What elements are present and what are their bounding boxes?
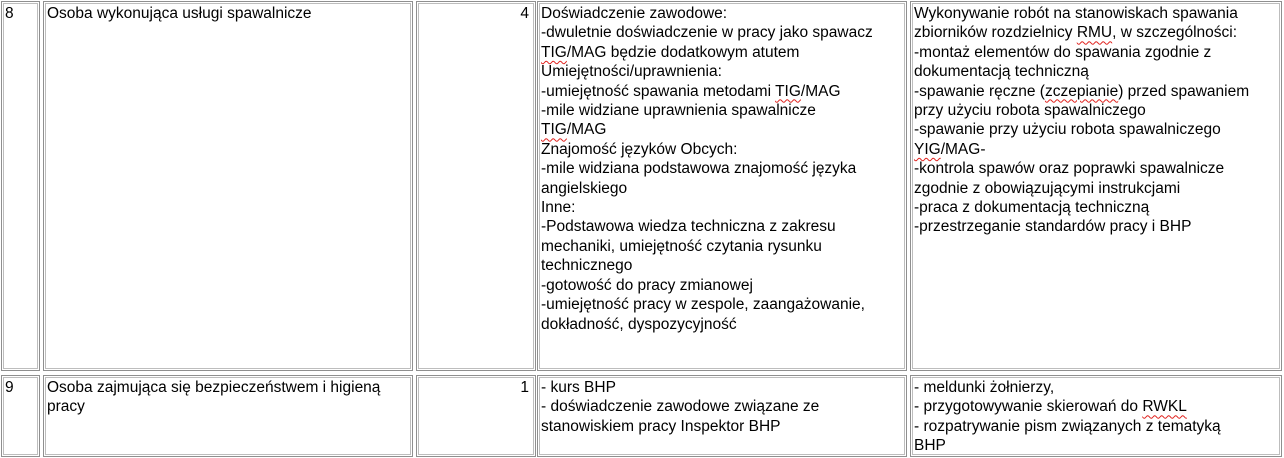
duty-line: - przygotowywanie skierowań do RWKL: [914, 398, 1187, 416]
requirement-line: -dwuletnie doświadczenie w pracy jako spawacz: [541, 24, 873, 42]
position-title-line: pracy: [47, 398, 85, 416]
duty-line: - meldunki żołnierzy,: [914, 379, 1055, 396]
row-9-requirements-cell: [537, 375, 907, 457]
duty-line: dokumentacją techniczną: [914, 63, 1089, 81]
duty-line: - rozpatrywanie pism związanych z tematyką: [914, 417, 1221, 435]
row-8-duties-cell: [910, 1, 1282, 371]
duty-line: -montaż elementów do spawania zgodnie z: [914, 43, 1212, 61]
duty-line: BHP: [914, 437, 946, 455]
requirement-line: -umiejętność pracy w zespole, zaangażowanie,: [541, 296, 865, 314]
requirement-line: -umiejętność spawania metodami TIG/MAG: [541, 82, 841, 100]
duty-line: YIG/MAG-: [914, 140, 986, 158]
requirement-line: -Podstawowa wiedza techniczna z zakresu: [541, 218, 836, 236]
duty-line: -spawanie ręczne (zczepianie) przed spawaniem: [914, 82, 1250, 100]
duty-line: zgodnie z obowiązującymi instrukcjami: [914, 179, 1181, 197]
requirement-line: - kurs BHP: [541, 379, 616, 396]
row-8-requirements-cell: [537, 1, 907, 371]
requirement-line: Doświadczenie zawodowe:: [541, 5, 728, 22]
requirement-line: stanowiskiem pracy Inspektor BHP: [541, 417, 781, 435]
row-number: 8: [5, 5, 14, 22]
requirement-line: technicznego: [541, 257, 633, 275]
requirement-line: TIG/MAG będzie dodatkowym atutem: [541, 43, 800, 61]
position-title: Osoba wykonująca usługi spawalnicze: [47, 5, 312, 22]
requirement-line: mechaniki, umiejętność czytania rysunku: [541, 237, 822, 255]
duty-line: przy użyciu robota spawalniczego: [914, 102, 1146, 120]
duty-line: -przestrzeganie standardów pracy i BHP: [914, 218, 1192, 236]
row-9-number-cell: [1, 375, 40, 457]
requirement-line: TIG/MAG: [541, 121, 607, 139]
requirement-line: - doświadczenie zawodowe związane ze: [541, 398, 820, 416]
requirement-line: Umiejętności/uprawnienia:: [541, 63, 722, 81]
row-number: 9: [5, 379, 14, 396]
requirement-line: -mile widziana podstawowa znajomość języka: [541, 160, 857, 178]
duty-line: zbiorników rozdzielnicy RMU, w szczególności:: [914, 24, 1238, 42]
duty-line: -spawanie przy użyciu robota spawalniczego: [914, 121, 1221, 139]
position-title-line: Osoba zajmująca się bezpieczeństwem i higieną: [47, 379, 381, 396]
requirement-line: angielskiego: [541, 179, 628, 197]
position-count: 1: [520, 379, 529, 396]
requirement-line: Znajomość języków Obcych:: [541, 140, 738, 158]
row-9-count-cell: [416, 375, 536, 457]
requirement-line: Inne:: [541, 199, 576, 217]
requirement-line: dokładność, dyspozycyjność: [541, 315, 737, 333]
row-9-duties-cell: [910, 375, 1282, 457]
position-count: 4: [520, 5, 529, 22]
duty-line: Wykonywanie robót na stanowiskach spawania: [914, 5, 1238, 22]
row-9-position-cell: [43, 375, 413, 457]
row-8-position-cell: [43, 1, 413, 371]
row-8-count-cell: [416, 1, 536, 371]
requirement-line: -gotowość do pracy zmianowej: [541, 276, 753, 294]
duty-line: -praca z dokumentacją techniczną: [914, 199, 1150, 217]
row-8-number-cell: [1, 1, 40, 371]
duty-line: -kontrola spawów oraz poprawki spawalnicze: [914, 160, 1225, 178]
requirement-line: -mile widziane uprawnienia spawalnicze: [541, 102, 816, 120]
